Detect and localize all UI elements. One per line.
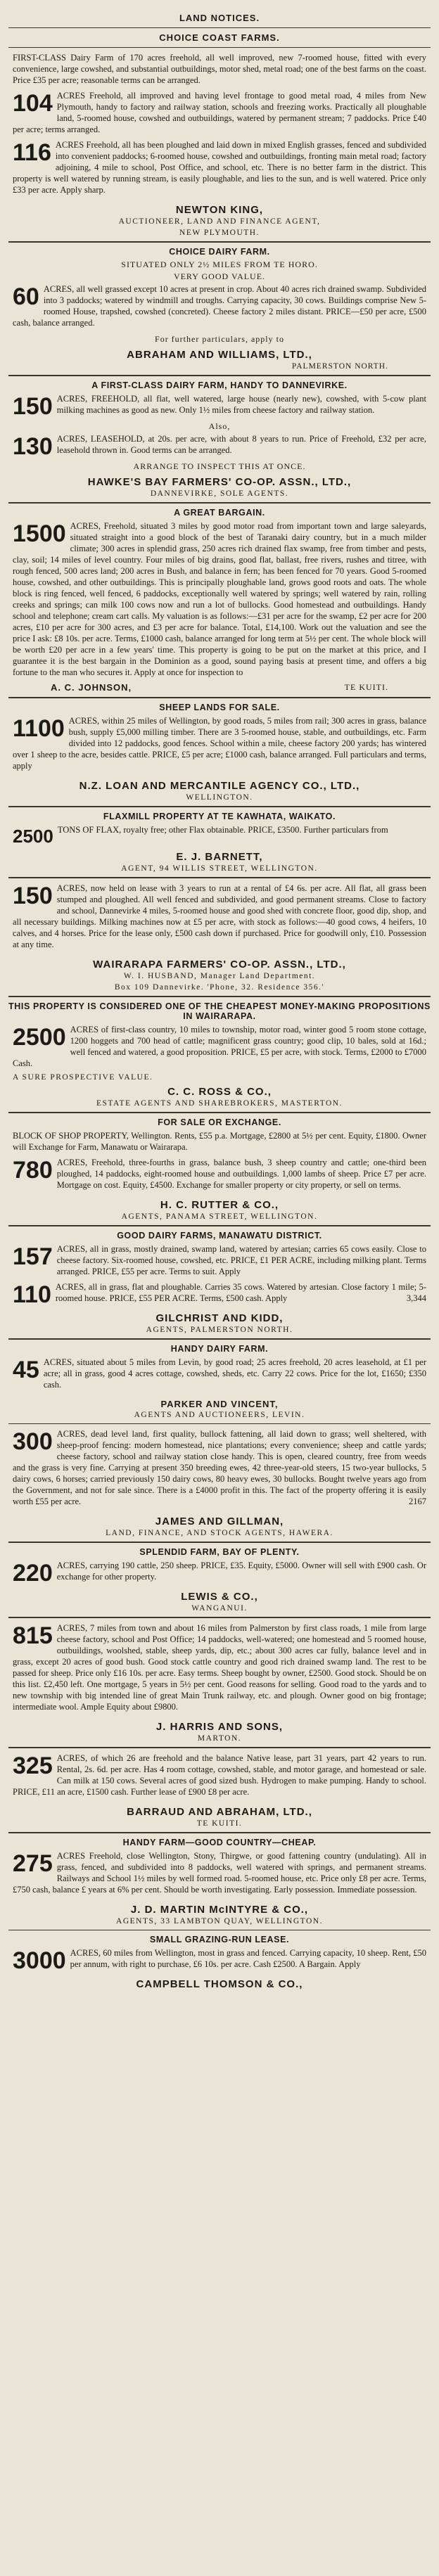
ad-text: ACRES, of which 26 are freehold and the balance Native lease, part 31 years, part 42 years to run. Rental, 2s. 6d. per acre. Has 4 room cottage, cowshed, stable, and motor garage, and homestead or sale. Can milk at 150 cows. Several acres of good sized bush. Hydrogen to make pumping. Handy to school. PRICE, £11 an acre, £1500 cash. Further lease of £900 £8 per acre. bbox=[13, 1753, 426, 1797]
ad-acreage: 3000 bbox=[13, 1947, 66, 1974]
divider bbox=[8, 806, 431, 807]
divider bbox=[8, 1542, 431, 1543]
ad-ref: 3,344 bbox=[406, 1293, 426, 1303]
ad-acreage: 157 bbox=[13, 1243, 53, 1270]
agent-line bbox=[51, 682, 388, 693]
agent-place: PALMERSTON NORTH. bbox=[291, 362, 388, 371]
ad-heading: CHOICE DAIRY FARM. bbox=[169, 247, 270, 257]
ad-acreage: 300 bbox=[13, 1428, 53, 1455]
ad-note: A SURE PROSPECTIVE VALUE. bbox=[13, 1073, 153, 1082]
agent-name: NEWTON KING, bbox=[175, 204, 264, 216]
ad-heading: FLAXMILL PROPERTY AT TE KAWHATA, WAIKATO. bbox=[103, 812, 336, 821]
ad-acreage: 60 bbox=[13, 283, 39, 310]
divider bbox=[8, 1423, 431, 1424]
ad-text: ACRES Freehold, close Wellington, Stony, Thirgwe, or good fattening country (undulating). All in grass, fenced, and subdivided into 8 paddocks, well watered with springs, and permanent streams. Railways and School 1½ miles by well formed road. 5-roomed house, etc. Price only £8 per acre. Terms, £750 cash, balance £ years at 6% per cent. Should be worth investigating. Early possession. Immediate possession. bbox=[13, 1851, 426, 1895]
ad-heading: HANDY DAIRY FARM. bbox=[170, 1344, 269, 1354]
ad-104-acres bbox=[8, 90, 431, 139]
agent-place: TE KUITI. bbox=[344, 682, 388, 692]
ad-choice-dairy-te-horo bbox=[8, 247, 431, 371]
divider bbox=[8, 1112, 431, 1113]
agent-place: AGENT, 94 WILLIS STREET, WELLINGTON. bbox=[121, 864, 318, 873]
ad-text: ACRES, within 25 miles of Wellington, by good roads, 5 miles from rail; 300 acres in grass, balance bush, supply £5,000 milling timber. There are 3 5-roomed house, stable, and outbuildings, etc. Farm divided into 12 paddocks, good fences. School within a mile, cheese factory 200 yards; has wintered over 1 sheep to the acre, besides cattle. PRICE, £5 per acre; £1000 cash, balance arranged. Full particulars and terms, apply bbox=[13, 716, 426, 771]
divider bbox=[8, 47, 431, 48]
ad-acreage: 1100 bbox=[13, 715, 65, 742]
ad-acreage: 150 bbox=[13, 883, 53, 909]
divider bbox=[8, 1338, 431, 1340]
agent-place: AGENTS, 33 LAMBTON QUAY, WELLINGTON. bbox=[116, 1917, 323, 1925]
divider bbox=[8, 502, 431, 504]
ad-great-bargain bbox=[8, 508, 431, 693]
ad-wairarapa-lease bbox=[8, 883, 431, 992]
ad-subheading: SITUATED ONLY 2½ MILES FROM TE HORO. bbox=[121, 259, 318, 269]
ad-acreage: 130 bbox=[13, 433, 53, 460]
ad-text: ACRES, FREEHOLD, all flat, well watered, large house (nearly new), cowshed, with 5-cow plant milking machines as good as new. Only 1½ miles from cheese factory and railway station. bbox=[56, 394, 426, 415]
ad-manawatu-dairy bbox=[8, 1231, 431, 1334]
land-notices-page bbox=[8, 0, 431, 1990]
agent-name: E. J. BARNETT, bbox=[176, 851, 263, 863]
agent-place: AGENTS, PANAMA STREET, WELLINGTON. bbox=[121, 1212, 318, 1221]
agent-place: MARTON. bbox=[197, 1734, 242, 1743]
ad-text: FIRST-CLASS Dairy Farm of 170 acres freehold, all well improved, new 7-roomed house, fitted with every convenience, large cowshed, and substantial outbuildings, motor shed, metal road; one of the best farms on the coast. Price £35 per acre; reasonable terms can be arranged. bbox=[13, 53, 426, 85]
ad-flaxmill bbox=[8, 812, 431, 873]
ad-grazing-run bbox=[8, 1935, 431, 1990]
ad-text: ACRES, all in grass, flat and ploughable. Carries 35 cows. Watered by artesian. Close factory 1 mile; 5-roomed house. PRICE, £55 PER ACRE. Terms, £500 cash. Apply bbox=[55, 1282, 426, 1303]
divider bbox=[8, 1747, 431, 1748]
divider bbox=[8, 996, 431, 997]
page-title: LAND NOTICES. bbox=[179, 13, 260, 23]
agent-name: ABRAHAM AND WILLIAMS, LTD., bbox=[127, 349, 312, 361]
divider bbox=[8, 697, 431, 698]
ad-heading: SHEEP LANDS FOR SALE. bbox=[159, 703, 280, 712]
ad-ref: 2167 bbox=[409, 1497, 426, 1506]
ad-heading: GOOD DAIRY FARMS, MANAWATU DISTRICT. bbox=[117, 1231, 322, 1241]
ad-note: VERY GOOD VALUE. bbox=[173, 271, 266, 281]
ad-heading: FOR SALE OR EXCHANGE. bbox=[158, 1117, 281, 1127]
agent-place: ESTATE AGENTS AND SHAREBROKERS, MASTERTON. bbox=[96, 1099, 343, 1108]
ad-dannevirke bbox=[8, 380, 431, 498]
ad-text: ACRES, carrying 190 cattle, 250 sheep. PRICE, £35. Equity, £5000. Owner will sell with £900 cash. Or exchange for other property. bbox=[56, 1561, 426, 1582]
ad-acreage: 45 bbox=[13, 1357, 39, 1383]
agent-place: WANGANUI. bbox=[191, 1604, 248, 1613]
ad-heading: HANDY FARM—GOOD COUNTRY—CHEAP. bbox=[122, 1838, 317, 1847]
ad-acreage: 150 bbox=[13, 393, 53, 420]
divider bbox=[8, 877, 431, 878]
agent-place: NEW PLYMOUTH. bbox=[179, 229, 260, 237]
ad-acreage: 116 bbox=[13, 139, 51, 166]
ad-text: ACRES, Freehold, three-fourths in grass, balance bush, 3 sheep country and cattle; one-third been ploughed, 14 paddocks, eight-roomed house and outbuildings. 1,000 lambs of sheep. Price £7 per acre. Mortgage on cost. Equity, £4500. Exchange for smaller property or city property, or sell on terms. bbox=[56, 1158, 426, 1190]
section-title: CHOICE COAST FARMS. bbox=[159, 32, 280, 43]
ad-heading: A GREAT BARGAIN. bbox=[174, 508, 265, 518]
ad-heading: A FIRST-CLASS DAIRY FARM, HANDY TO DANNEVIRKE. bbox=[91, 380, 348, 390]
ad-116-acres bbox=[8, 139, 431, 200]
ad-815-acres bbox=[8, 1622, 431, 1743]
ad-acreage: 220 bbox=[13, 1560, 53, 1587]
agent-name: J. D. MARTIN McINTYRE & CO., bbox=[130, 1904, 309, 1916]
ad-text: ACRES, all in grass, mostly drained, swamp land, watered by artesian; carries 65 cows easily. Close to cheese factory. Six-roomed house, cowshed, etc. PRICE, £1 PER ACRE, including milking plant. Terms arranged. PRICE, £55 per acre. Terms to suit. Apply bbox=[56, 1244, 426, 1276]
ad-handy-farm-cheap bbox=[8, 1838, 431, 1925]
ad-acreage: 104 bbox=[13, 90, 53, 117]
agent-name: H. C. RUTTER & CO., bbox=[160, 1199, 279, 1211]
ad-acreage: 275 bbox=[13, 1850, 53, 1877]
divider bbox=[8, 27, 431, 28]
ad-arrange: ARRANGE TO INSPECT THIS AT ONCE. bbox=[133, 461, 306, 471]
ad-text: ACRES, all well grassed except 10 acres at present in crop. About 40 acres rich drained swamp. Subdivided into 3 paddocks; watered by windmill and troughs. Carrying capacity, 30 cows. Buildings comprise New 5-roomed House, trapshed, cowshed (concreted). Cheese factory 2 miles distant. PRICE—£50 per acre, £500 cash, balance arranged. bbox=[13, 284, 426, 328]
agent-name: JAMES AND GILLMAN, bbox=[155, 1516, 284, 1527]
ad-heading: SMALL GRAZING-RUN LEASE. bbox=[149, 1935, 290, 1944]
ad-text: ACRES Freehold, all improved and having level frontage to good metal road, 4 miles from New Plymouth, handy to factory and railway station, schools and freezing works. Practically all ploughable land, 5-roomed house, cowshed and outbuildings, watered by permanent stream; 7 paddocks. Price £40 per acre; terms arranged. bbox=[13, 91, 426, 134]
ad-sale-or-exchange bbox=[8, 1117, 431, 1221]
agent-place: LAND, FINANCE, AND STOCK AGENTS, HAWERA. bbox=[106, 1529, 333, 1537]
ad-acreage: 1500 bbox=[13, 520, 66, 547]
agent-place: TE KUITI. bbox=[196, 1819, 243, 1828]
ad-text: TONS OF FLAX, royalty free; other Flax obtainable. PRICE, £3500. Further particulars from bbox=[57, 825, 388, 835]
ad-acreage: 110 bbox=[13, 1281, 51, 1308]
ad-acreage: 2500 bbox=[13, 1024, 66, 1051]
agent-name: J. HARRIS AND SONS, bbox=[155, 1721, 284, 1733]
ad-text: ACRES of first-class country, 10 miles to township, motor road, winter good 5 room stone cottage, 1200 hoggets and 700 head of cattle; magnificent grass country; good clip, 10 bales, sold at 16d.; well fenced and watered, a good proposition. PRICE, £5 per acre, with stock. Terms, £2000 to £7000 Cash. bbox=[13, 1025, 426, 1068]
ad-heading: THIS PROPERTY IS CONSIDERED ONE OF THE CHEAPEST MONEY-MAKING PROPOSITIONS IN WAIRARAPA. bbox=[8, 1001, 431, 1021]
ad-first-class-dairy bbox=[8, 52, 431, 86]
agent-place: DANNEVIRKE, SOLE AGENTS. bbox=[150, 489, 289, 498]
ad-heading: SPLENDID FARM, BAY OF PLENTY. bbox=[139, 1547, 300, 1557]
agent-name: CAMPBELL THOMSON & CO., bbox=[136, 1978, 303, 1990]
agent-manager: W. I. HUSBAND, Manager Land Department. bbox=[123, 972, 316, 980]
ad-text: ACRES, situated about 5 miles from Levin, by good road; 25 acres freehold, 20 acres leasehold, at £1 per acre; all in grass, good 4 acres cottage, cowshed, sheds, etc. Carry 22 cows. Price for the lot, £1650; £350 cash. bbox=[43, 1357, 426, 1390]
agent-name: N.Z. LOAN AND MERCANTILE AGENCY CO., LTD., bbox=[79, 780, 360, 792]
ad-text: ACRES, dead level land, first quality, bullock fattening, all laid down to grass; well sheltered, with sheep-proof fencing: modern homestead, nice plantations; every convenience; sheep and cattle yards; cheese factory, school and railway station close handy. This is open, cleared country, free from weeds and the grass is very fine. Carrying at present 350 breeding ewes, 42 three-year-old steers, 15 two-year bullocks, 5 dairy cows, 6 horses; carried previously 150 dairy cows, 80 heavy ewes, 30 bullocks. Bought twelve years ago from the Government, and not for sale since. There is a £4000 profit in this. The fact of the property offering it is easily worth £55 per acre. bbox=[13, 1429, 426, 1506]
agent-name: GILCHRIST AND KIDD, bbox=[155, 1312, 284, 1324]
divider bbox=[8, 1832, 431, 1833]
ad-also: Also, bbox=[208, 421, 231, 431]
ad-text: ACRES, now held on lease with 3 years to run at a rental of £4 6s. per acre. All flat, all grass been stumped and ploughed. All well fenced and subdivided, and good permanent streams. Close to factory and school, Dannevirke 4 miles, 5-roomed house and good shed with concrete floor, good dip, shop, and all necessary buildings. Milking machines now at £5 per acre, with stock as follows:—40 good cows, 4 heifers, 10 calves, and 4 horses. Price for the lease only, £500 cash down if purchased. Price for goodwill only, £10. Possession at any time. bbox=[13, 883, 426, 949]
divider bbox=[8, 1617, 431, 1618]
ad-hawera bbox=[8, 1428, 431, 1537]
ad-acreage: 325 bbox=[13, 1752, 53, 1779]
agent-place: AGENTS, PALMERSTON NORTH. bbox=[146, 1326, 293, 1334]
ad-text: ACRES, LEASEHOLD, at 20s. per acre, with about 8 years to run. Price of Freehold, £32 per acre, leasehold thrown in. Good terms can be arranged. bbox=[56, 434, 426, 455]
agent-name: BARRAUD AND ABRAHAM, LTD., bbox=[127, 1806, 312, 1818]
agent-name: LEWIS & CO., bbox=[181, 1591, 258, 1603]
ad-tonnage: 2500 bbox=[13, 826, 53, 847]
agent-role: AUCTIONEER, LAND AND FINANCE AGENT, bbox=[118, 217, 321, 226]
ad-text: ACRES, Freehold, situated 3 miles by good motor road from important town and large saleyards, situated straight into a good block of the best of Taranaki dairy country, but in a much milder climate; 300 acres in splendid grass, 250 acres rich drained flax swamp, free from timber and pests, clay, soil; 14 miles of level country. Four miles of big drains, good flat, ballast, free rivers, rushes and titree, with rough fenced, 500 acres land; 200 acres in Bush, and balance in fern; has been fenced for 70 years. Good 5-roomed house, cowshed, and other outbuildings. This is principally ploughable land, grows good roots and oats. The whole block is ring fenced, well fenced, 6 paddocks, exceptionally well watered by springs; well watered by rain, rolling creeks and springs; can milk 100 cows now and run a lot of bullocks. Good homestead and outbuildings. Handy school and telephone; cream cart calls. My valuation is as follows:—£31 per acre for the swamp, £2 per acre for 200 acres, £10 per acre for 300 acres, and £3 per acre for balance. Total, £14,100. Work out the valuation and see the price I ask: £8 10s. per acre. Terms, £1000 cash, balance arranged for long term at 5½ per cent. The whole block will be worth £20 per acre in a few years' time. This property is going to be put on the market at this price, and I guarantee it is the best bargain in the Dominion as a good, sound paying basis at present time, and offers a big fortune to the man who secures it. Apply at once for inspection to bbox=[13, 521, 426, 677]
agent-name: HAWKE'S BAY FARMERS' CO-OP. ASSN., LTD., bbox=[87, 476, 352, 488]
ad-text: ACRES, 60 miles from Wellington, most in grass and fenced. Carrying capacity, 10 sheep. Rent, £50 per annum, with right to purchase, £6 10s. per acre. Cash £2500. A Bargain. Apply bbox=[70, 1948, 426, 1969]
divider bbox=[8, 375, 431, 376]
ad-text: BLOCK OF SHOP PROPERTY, Wellington. Rents, £55 p.a. Mortgage, £2800 at 5½ per cent. Equity, £1800. Owner will Exchange for Farm, Manawatu or Wairarapa. bbox=[13, 1131, 426, 1152]
agent-name: PARKER AND VINCENT, bbox=[160, 1399, 279, 1409]
ad-tail: For further particulars, apply to bbox=[155, 334, 284, 344]
divider bbox=[8, 241, 431, 243]
agent-name: WAIRARAPA FARMERS' CO-OP. ASSN., LTD., bbox=[93, 959, 346, 970]
ad-cheapest-wairarapa bbox=[8, 1001, 431, 1108]
ad-text: ACRES, 7 miles from town and about 16 miles from Palmerston by first class roads, 1 mile from large cheese factory, school and Post Office; 14 paddocks, well-watered; one homestead and 5 roomed house, outbuildings, woolshed, stable, sheep yards, dip, etc.; about 300 acres car fully, balance level and in grass, except 20 acres of good bush. Good stock cattle country and good rich drained swamp land. The rest to be passed for sheep. Price only £16 10s. per acre. Easy terms. Sheep bought by owner, £2500. Good stock. Should be on this list. £2,450 left. One mortgage, 5 years in 5½ per cent. Good reasons for selling. Good road to the yards and to new township with big intended line of great Main Trunk railway, etc. and plough. Owner good on big frontage; intermediate wool. Ample Equity about £9800. bbox=[13, 1623, 426, 1712]
agent-place: AGENTS AND AUCTIONEERS, LEVIN. bbox=[134, 1411, 305, 1419]
agent-contact: Box 109 Dannevirke. 'Phone, 32. Residence 356.' bbox=[114, 983, 325, 992]
ad-acreage: 780 bbox=[13, 1157, 53, 1184]
ad-sheep-lands bbox=[8, 703, 431, 802]
ad-text: ACRES Freehold, all has been ploughed and laid down in mixed English grasses, fenced and subdivided into convenient paddocks; 6-roomed house, cowshed and outbuildings, fronting main metal road; factory adjoining, 4 mile to school, Post Office, and school, etc. There is no better farm in the district. This property is well watered by running stream, is easily ploughable, and lies to the sun, and is well watered. Price only £33 per acre. Apply sharp. bbox=[13, 140, 426, 195]
ad-acreage: 815 bbox=[13, 1622, 53, 1649]
agent-name: C. C. ROSS & CO., bbox=[167, 1086, 272, 1098]
ad-325-acres bbox=[8, 1752, 431, 1828]
agent-place: WELLINGTON. bbox=[186, 793, 253, 802]
divider bbox=[8, 1225, 431, 1226]
ad-handy-dairy-levin bbox=[8, 1344, 431, 1419]
ad-bay-of-plenty bbox=[8, 1547, 431, 1613]
agent-name: A. C. JOHNSON, bbox=[51, 682, 132, 693]
